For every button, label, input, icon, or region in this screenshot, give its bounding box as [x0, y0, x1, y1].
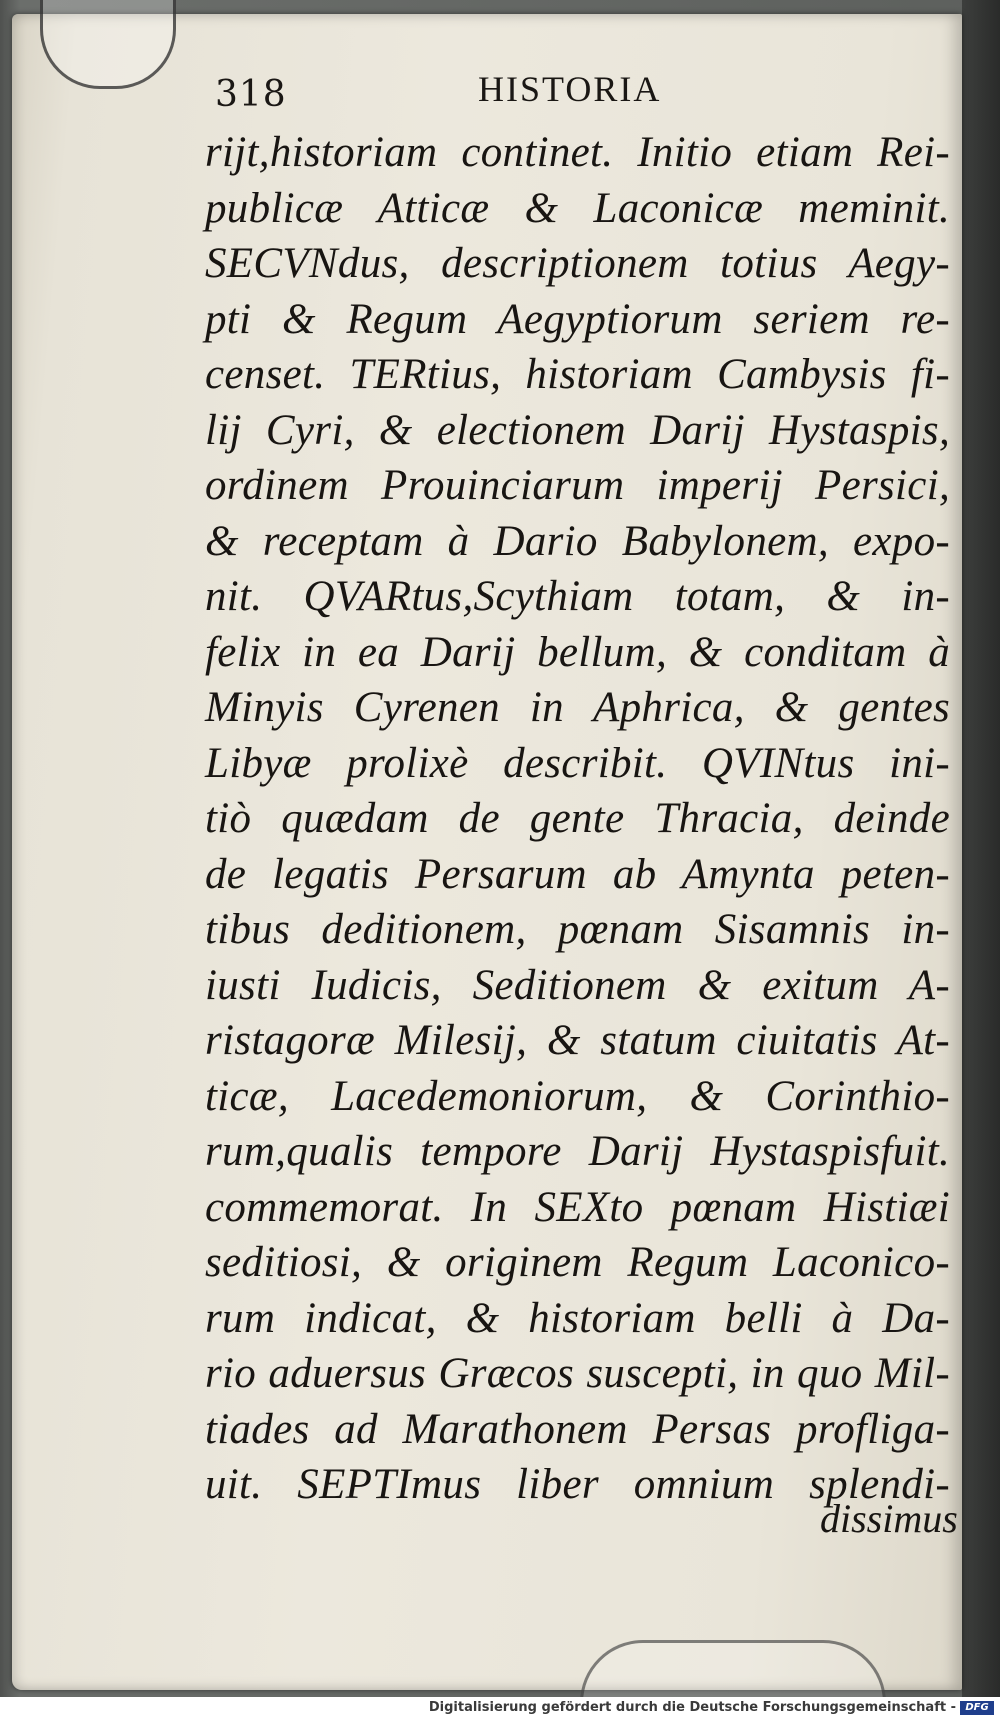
- catchword: dissimus: [820, 1496, 958, 1541]
- digitization-credit: Digitalisierung gefördert durch die Deutsche Forschungsgemeinschaft -: [428, 1700, 956, 1715]
- page-number: 318: [215, 74, 287, 115]
- page-clip-top: [40, 0, 176, 89]
- text-line: pti & Regum Aegyptiorum seriem re-: [205, 295, 950, 343]
- text-line: commemorat. In SEXto pœnam Histiæi: [205, 1183, 950, 1231]
- text-line: Minyis Cyrenen in Aphrica, & gentes: [205, 684, 950, 731]
- text-line: ristagoræ Milesij, & statum ciuitatis At-: [205, 1017, 950, 1064]
- running-title: HISTORIA: [478, 69, 662, 109]
- text-line: rum,qualis tempore Darij Hystaspisfuit.: [205, 1128, 950, 1175]
- text-line: felix in ea Darij bellum, & conditam à: [205, 628, 950, 676]
- text-line: rijt,historiam continet. Initio etiam Rei-: [205, 129, 950, 176]
- book-gutter: [962, 0, 1000, 1719]
- text-line: nit. QVARtus,Scythiam totam, & in-: [205, 573, 950, 620]
- text-line: & receptam à Dario Babylonem, expo-: [205, 517, 950, 565]
- text-line: de legatis Persarum ab Amynta peten-: [205, 850, 950, 898]
- body-text: [205, 125, 950, 1513]
- text-line: uit. SEPTImus liber omnium splendi-: [205, 1461, 950, 1508]
- text-line: lij Cyri, & electionem Darij Hystaspis,: [205, 406, 950, 454]
- text-line: tiò quædam de gente Thracia, deinde: [205, 795, 950, 842]
- text-line: Libyæ prolixè describit. QVINtus ini-: [205, 739, 950, 787]
- page-header: [215, 62, 855, 115]
- dfg-logo-icon: DFG: [960, 1701, 994, 1715]
- text-line: publicæ Atticæ & Laconicæ meminit.: [205, 184, 950, 232]
- text-line: censet. TERtius, historiam Cambysis fi-: [205, 351, 950, 398]
- text-line: rum indicat, & historiam belli à Da-: [205, 1294, 950, 1342]
- text-line: iusti Iudicis, Seditionem & exitum A-: [205, 961, 950, 1009]
- text-line: ordinem Prouinciarum imperij Persici,: [205, 462, 950, 509]
- page-clip-bottom: [580, 1640, 886, 1703]
- text-line: tibus deditionem, pœnam Sisamnis in-: [205, 906, 950, 953]
- text-line: tiades ad Marathonem Persas profliga-: [205, 1405, 950, 1453]
- text-line: rio aduersus Græcos suscepti, in quo Mil-: [205, 1350, 950, 1397]
- text-line: seditiosi, & originem Regum Laconico-: [205, 1239, 950, 1286]
- text-line: SECVNdus, descriptionem totius Aegy-: [205, 240, 950, 287]
- text-line: ticæ, Lacedemoniorum, & Corinthio-: [205, 1072, 950, 1120]
